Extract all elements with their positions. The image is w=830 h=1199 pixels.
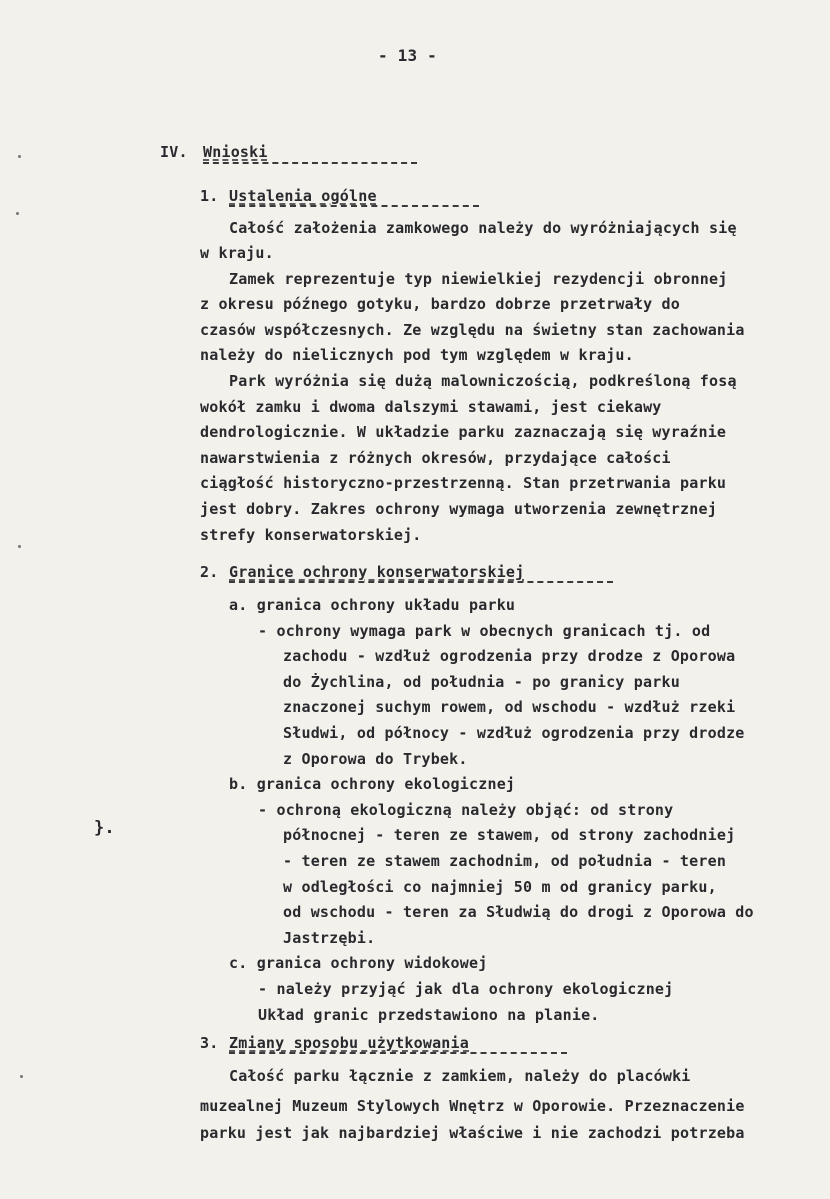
- body-line: muzealnej Muzeum Stylowych Wnętrz w Oporowie. Przeznaczenie: [200, 1097, 745, 1115]
- body-line: jest dobry. Zakres ochrony wymaga utworzenia zewnętrznej: [200, 500, 717, 518]
- section-number: IV.: [160, 143, 188, 161]
- body-line: północnej - teren ze stawem, od strony zachodniej: [283, 826, 736, 844]
- body-line: znaczonej suchym rowem, od wschodu - wzdłuż rzeki: [283, 698, 736, 716]
- list-item: c. granica ochrony widokowej: [229, 954, 488, 972]
- subsection-3-title: Zmiany sposobu użytkowania: [229, 1034, 469, 1052]
- body-line: Całość założenia zamkowego należy do wyróżniających się: [229, 219, 737, 237]
- body-line: dendrologicznie. W układzie parku zaznaczają się wyraźnie: [200, 423, 727, 441]
- body-line: z Oporowa do Trybek.: [283, 750, 468, 768]
- section-title: Wnioski: [203, 143, 268, 161]
- body-line: Słudwi, od północy - wzdłuż ogrodzenia przy drodze: [283, 724, 745, 742]
- subsection-3-rule: [229, 1052, 567, 1054]
- margin-dot: [18, 155, 21, 158]
- body-line: w kraju.: [200, 244, 274, 262]
- body-line: do Żychlina, od południa - po granicy parku: [283, 673, 680, 691]
- body-line: wokół zamku i dwoma dalszymi stawami, jest ciekawy: [200, 398, 662, 416]
- body-line: - ochroną ekologiczną należy objąć: od strony: [258, 801, 674, 819]
- margin-dot: [18, 545, 21, 548]
- list-item: b. granica ochrony ekologicznej: [229, 775, 516, 793]
- subsection-2-number: 2.: [200, 563, 219, 581]
- margin-dot: [16, 212, 19, 215]
- body-line: w odległości co najmniej 50 m od granicy parku,: [283, 878, 717, 896]
- subsection-2-title: Granice ochrony konserwatorskiej: [229, 563, 525, 581]
- body-line: Zamek reprezentuje typ niewielkiej rezydencji obronnej: [229, 270, 728, 288]
- body-line: ciągłość historyczno-przestrzenną. Stan przetrwania parku: [200, 474, 727, 492]
- body-line: Jastrzębi.: [283, 929, 376, 947]
- subsection-2-rule: [229, 581, 613, 583]
- body-line: - ochrony wymaga park w obecnych granicach tj. od: [258, 622, 711, 640]
- body-line: - teren ze stawem zachodnim, od południa - teren: [283, 852, 727, 870]
- body-line: należy do nielicznych pod tym względem w kraju.: [200, 346, 634, 364]
- subsection-1-rule: [229, 205, 479, 207]
- body-line: Układ granic przedstawiono na planie.: [258, 1006, 600, 1024]
- subsection-1-number: 1.: [200, 187, 219, 205]
- list-item: a. granica ochrony układu parku: [229, 596, 516, 614]
- body-line: strefy konserwatorskiej.: [200, 526, 422, 544]
- body-line: z okresu późnego gotyku, bardzo dobrze przetrwały do: [200, 295, 680, 313]
- margin-note: }.: [94, 818, 115, 838]
- margin-dot: [20, 1075, 23, 1078]
- body-line: Park wyróżnia się dużą malowniczością, podkreśloną fosą: [229, 372, 737, 390]
- body-line: parku jest jak najbardziej właściwe i nie zachodzi potrzeba: [200, 1124, 745, 1142]
- section-title-rule: [203, 162, 417, 164]
- body-line: nawarstwienia z różnych okresów, przydające całości: [200, 449, 671, 467]
- body-line: od wschodu - teren za Słudwią do drogi z Oporowa do: [283, 903, 754, 921]
- body-line: zachodu - wzdłuż ogrodzenia przy drodze z Oporowa: [283, 647, 736, 665]
- subsection-1-title: Ustalenia ogólne: [229, 187, 377, 205]
- body-line: Całość parku łącznie z zamkiem, należy do placówki: [229, 1067, 691, 1085]
- body-line: - należy przyjąć jak dla ochrony ekologicznej: [258, 980, 674, 998]
- subsection-3-number: 3.: [200, 1034, 219, 1052]
- page-number: - 13 -: [378, 46, 437, 65]
- body-line: czasów współczesnych. Ze względu na świetny stan zachowania: [200, 321, 745, 339]
